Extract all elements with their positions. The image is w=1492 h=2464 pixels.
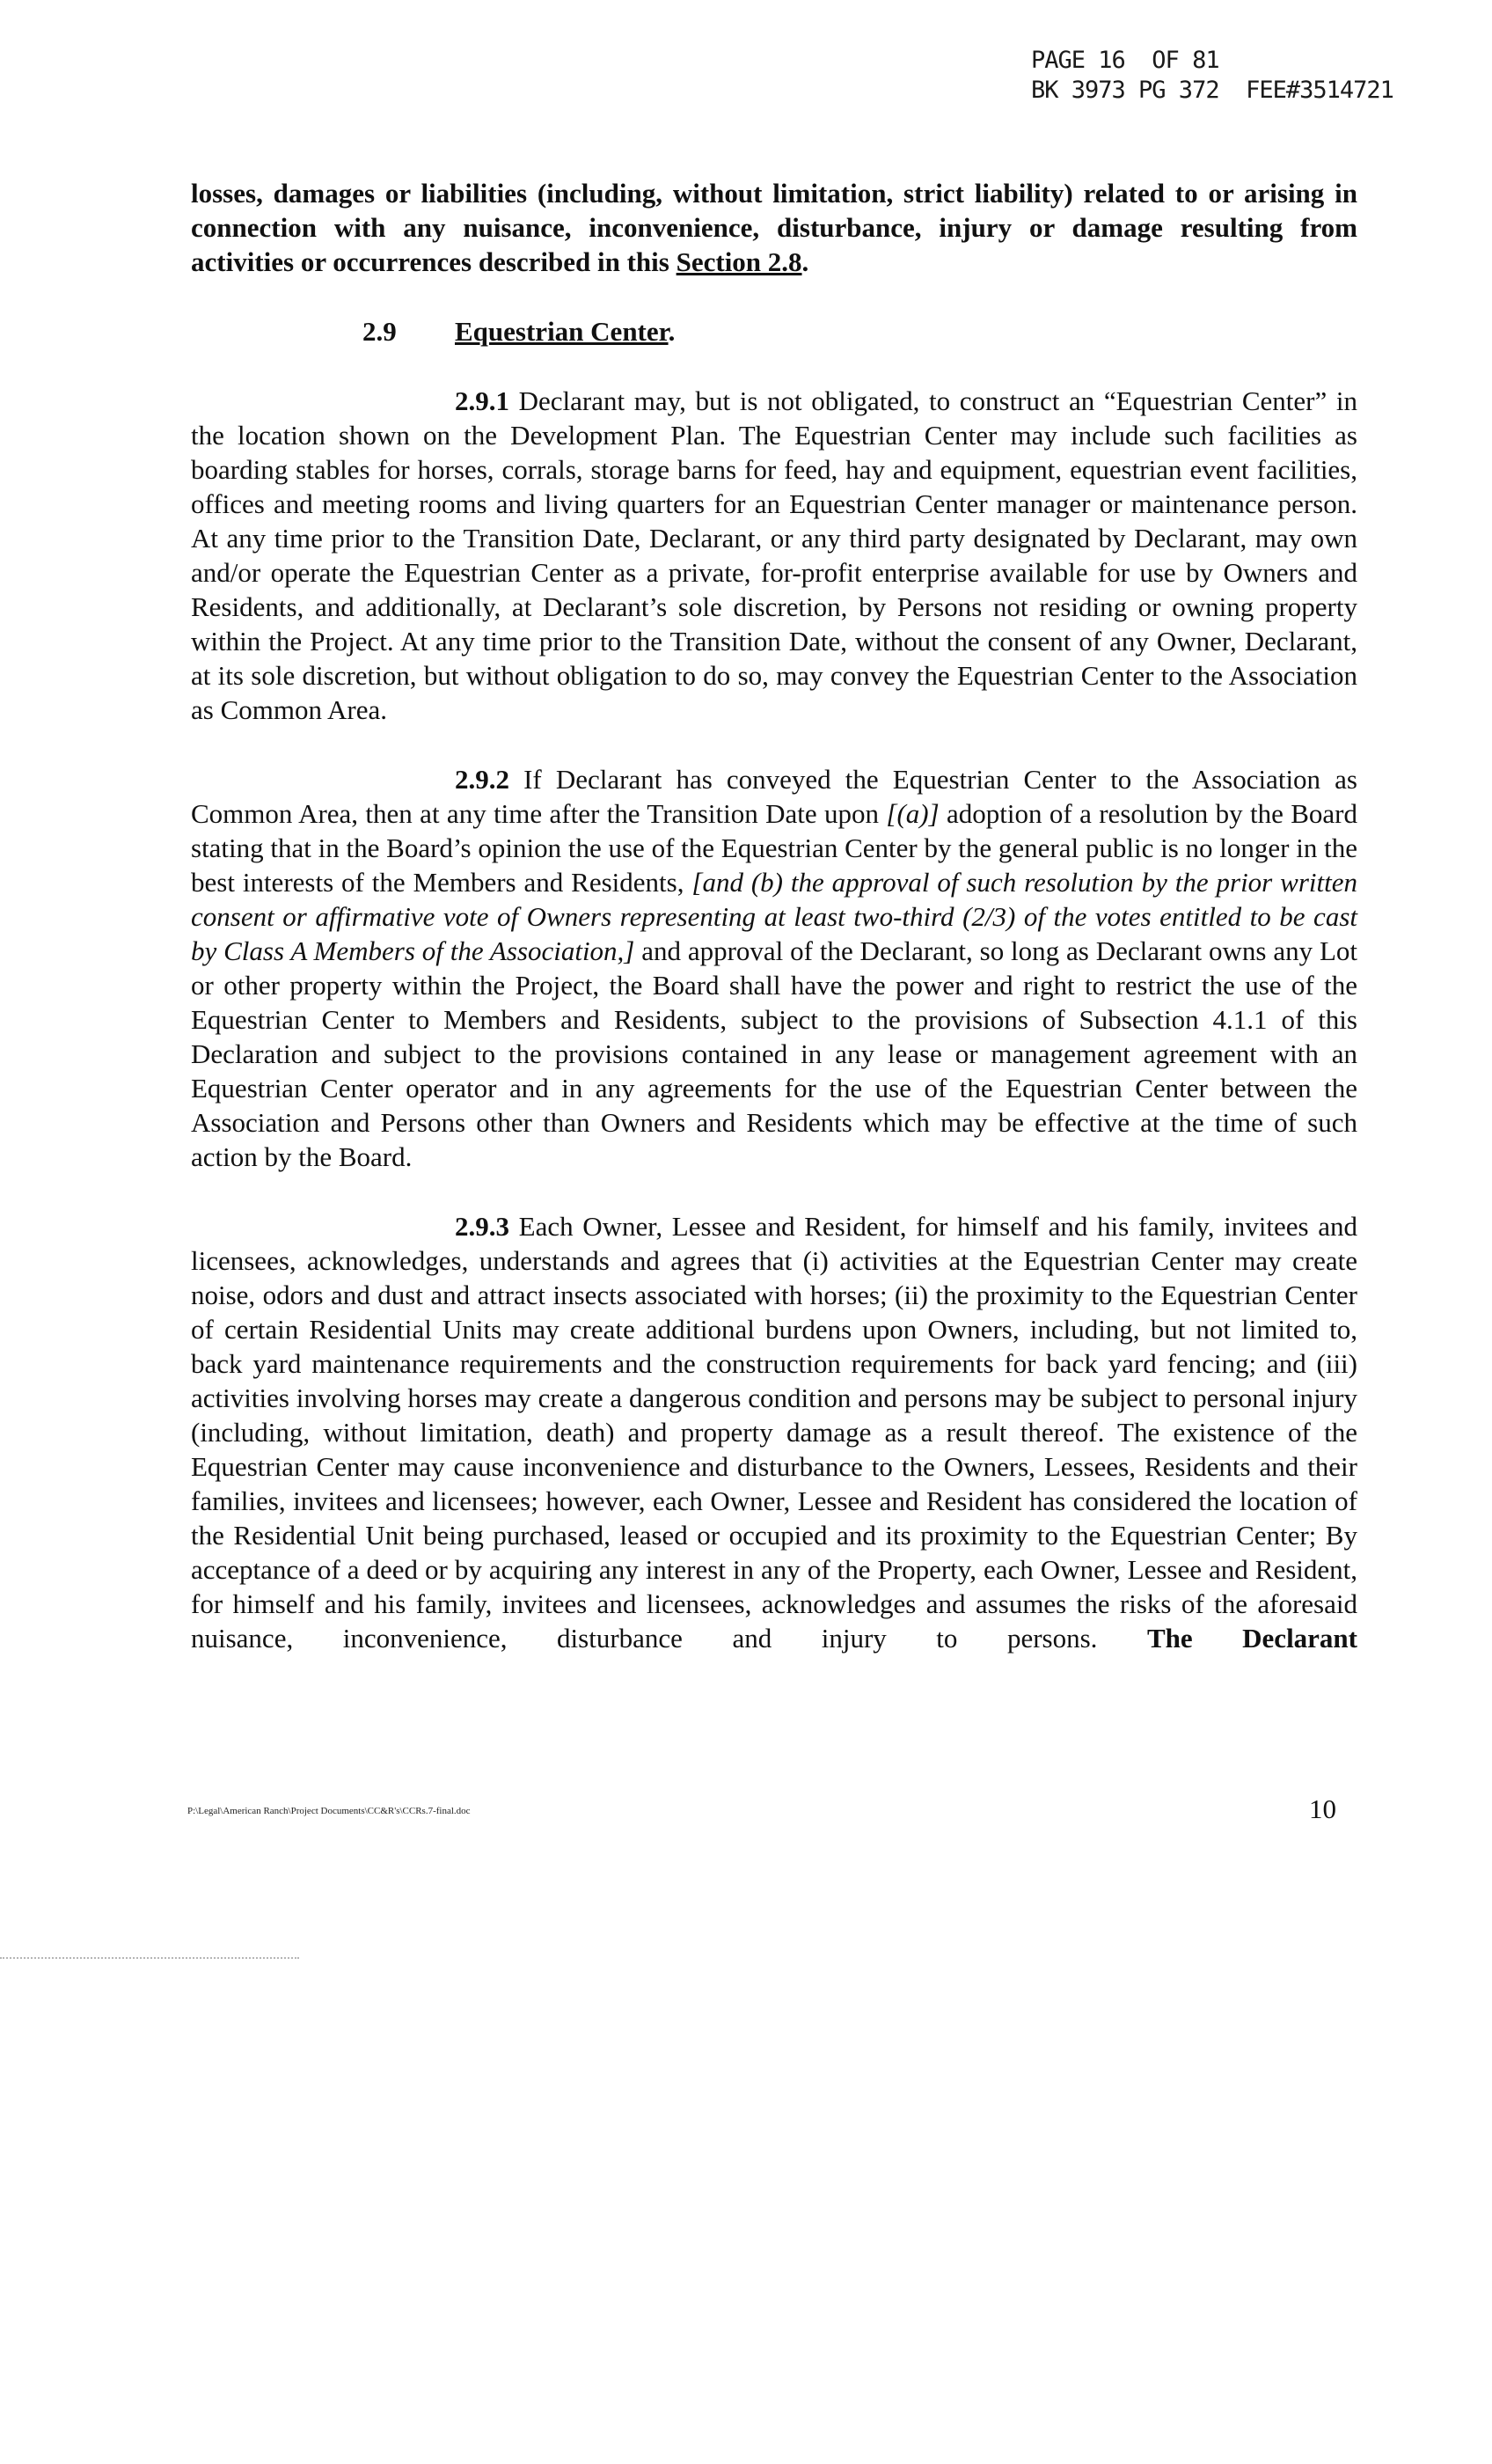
paragraph-text: and approval of the Declarant, so long as Declarant owns any Lot or other property within the Project, the Board shall have the power and right to restrict the use of the Equestrian Center to Members and Residents, subject to the provisions of Subsection 4.1.1 of this Declaration and subject to the provisions contained in any lease or management agreement with an Equestrian Center operator and in any agreements for the use of the Equestrian Center between the Association and Persons other than Owners and Residents which may be effective at the time of such action by the Board. [191, 935, 1357, 1172]
continuation-end: . [801, 246, 809, 277]
paragraph-bold-tail: The Declarant [1146, 1623, 1357, 1654]
section-reference: Section 2.8 [676, 246, 802, 277]
bracketed-insertion: [and (b) the approval of such resolution by the prior written consent or affirmative vote of Owners representing at least two-third (2/3) of the votes entitled to be cast by Class A Members of the Association,] [191, 867, 1357, 966]
paragraph-text: If Declarant has conveyed the Equestrian Center to the Association as Common Area, then at any time after the Transition Date upon [191, 764, 1357, 829]
section-title: Equestrian Center [455, 316, 669, 347]
scan-artifact-line [0, 1957, 299, 1959]
recording-stamp [1031, 46, 1393, 106]
page-number: 10 [1309, 1793, 1336, 1824]
bracketed-insertion: [(a)] [886, 798, 940, 829]
footer-file-path: P:\Legal\American Ranch\Project Documents\CC&R's\CCRs.7-final.doc [187, 1806, 471, 1816]
paragraph-number: 2.9.2 [455, 764, 509, 795]
paragraph-number: 2.9.3 [455, 1211, 509, 1242]
continuation-paragraph [191, 176, 1357, 279]
recording-stamp-page: PAGE 16 OF 81 [1031, 47, 1219, 74]
continuation-text: losses, damages or liabilities (including, without limitation, strict liability) related to or arising in connection with any nuisance, inconvenience, disturbance, injury or damage resulting from activities or occurrences described in this [191, 178, 1357, 277]
document-body [191, 176, 1357, 1655]
paragraph-text: adoption of a resolution by the Board stating that in the Board’s opinion the use of the Equestrian Center by the general public is no longer in the best interests of the Members and Residents, [191, 798, 1357, 898]
paragraph-2-9-3 [191, 1209, 1357, 1655]
paragraph-text: Declarant may, but is not obligated, to construct an “Equestrian Center” in the location shown on the Development Plan. The Equestrian Center may include such facilities as boarding stables for horses, corrals, storage barns for feed, hay and equipment, equestrian event facilities, offices and meeting rooms and living quarters for an Equestrian Center manager or maintenance person. At any time prior to the Transition Date, Declarant, or any third party designated by Declarant, may own and/or operate the Equestrian Center as a private, for-profit enterprise available for use by Owners and Residents, and additionally, at Declarant’s sole discretion, by Persons not residing or owning property within the Project. At any time prior to the Transition Date, without the consent of any Owner, Declarant, at its sole discretion, but without obligation to do so, may convey the Equestrian Center to the Association as Common Area. [191, 385, 1357, 725]
section-number: 2.9 [362, 316, 397, 347]
section-heading [191, 314, 1357, 348]
recording-stamp-book: BK 3973 PG 372 FEE#3514721 [1031, 77, 1393, 104]
section-title-end: . [668, 316, 676, 347]
paragraph-2-9-1 [191, 384, 1357, 727]
paragraph-number: 2.9.1 [455, 385, 509, 416]
paragraph-text: Each Owner, Lessee and Resident, for himself and his family, invitees and licensees, acknowledges, understands and agrees that (i) activities at the Equestrian Center may create noise, odors and dust and attract insects associated with horses; (ii) the proximity to the Equestrian Center of certain Residential Units may create additional burdens upon Owners, including, but not limited to, back yard maintenance requirements and the construction requirements for back yard fencing; and (iii) activities involving horses may create a dangerous condition and persons may be subject to personal injury (including, without limitation, death) and property damage as a result thereof. The existence of the Equestrian Center may cause inconvenience and disturbance to the Owners, Lessees, Residents and their families, invitees and licensees; however, each Owner, Lessee and Resident has considered the location of the Residential Unit being purchased, leased or occupied and its proximity to the Equestrian Center; By acceptance of a deed or by acquiring any interest in any of the Property, each Owner, Lessee and Resident, for himself and his family, invitees and licensees, acknowledges and assumes the risks of the aforesaid nuisance, inconvenience, disturbance and injury to persons. [191, 1211, 1357, 1654]
paragraph-2-9-2 [191, 762, 1357, 1174]
